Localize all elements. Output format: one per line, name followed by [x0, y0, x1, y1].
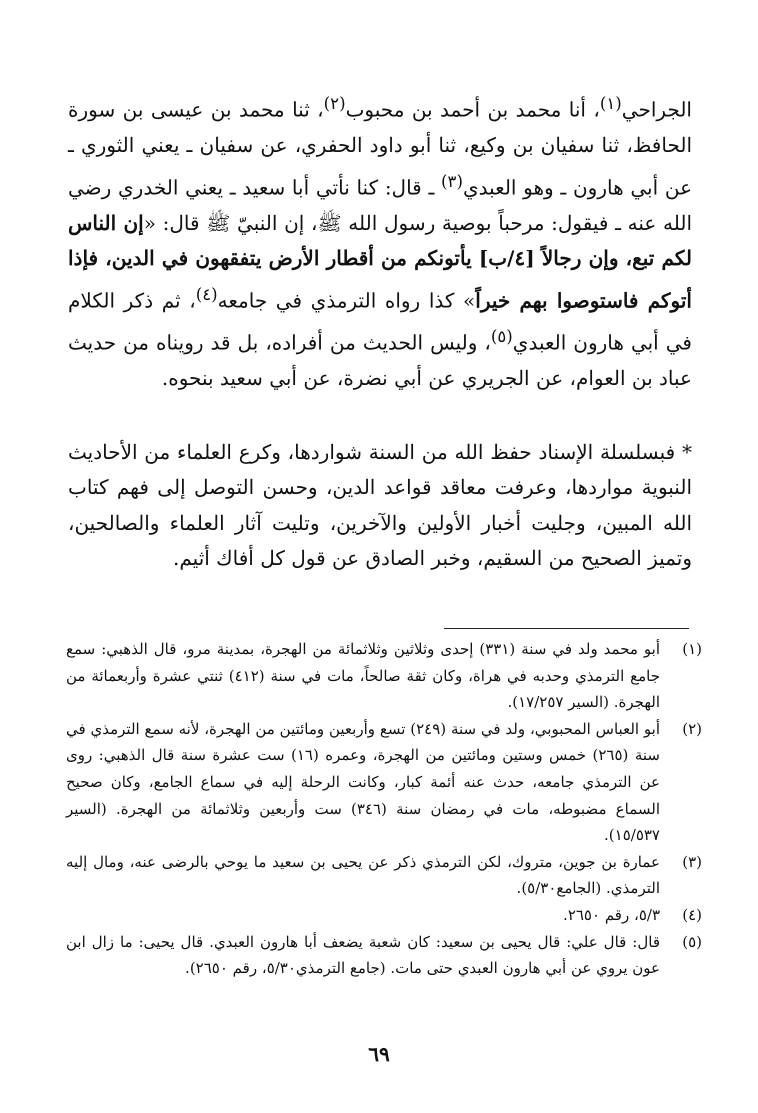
footnote-number: (٣) [682, 852, 702, 871]
footnote-text: قال: قال علي: قال يحيى بن سعيد: كان شعبة يضعف أبا هارون العبدي. قال يحيى: ما زال ابن عون يروي عن أبي هارون العبدي حتى مات. (جامع الترمذي٥/٣٠، رقم ٢٦٥٠). [66, 932, 660, 978]
text-span: ، أنا محمد بن أحمد بن محبوب [345, 97, 600, 122]
page-number: ٦٩ [368, 1042, 390, 1066]
footnotes [66, 636, 702, 982]
text-span: » كذا رواه الترمذي في جامعه [217, 288, 476, 313]
footnote-ref-1: (١) [599, 94, 622, 113]
footnote-number: (١) [682, 640, 702, 658]
paragraph-1 [68, 86, 692, 397]
text-span: ـ قال: كنا نأتي أبا سعيد ـ يعني الخدري رضي الله عنه ـ فيقول: مرحباً بوصية رسول الله ﷺ، إن النبيّ ﷺ قال: « [68, 175, 692, 235]
text-span: الجراحي [621, 97, 692, 122]
text-span: ، ثنا محمد بن عيسى بن سورة الحافظ، ثنا سفيان بن وكيع، ثنا أبو داود الحفري، عن سفيان ـ يعني الثوري ـ عن أبي هارون ـ وهو العبدي [68, 97, 692, 200]
footnote-5 [66, 929, 702, 982]
footnote-number: (٥) [682, 932, 702, 951]
footnote-text: عمارة بن جوين، متروك، لكن الترمذي ذكر عن يحيى بن سعيد ما يوحي بالرضى عنه، ومال إليه الترمذي. (الجامع٥/٣٠). [66, 852, 660, 898]
footnote-2 [66, 716, 702, 849]
footnote-ref-4: (٤) [195, 284, 218, 304]
footnote-1 [66, 636, 702, 716]
footnote-4 [66, 902, 702, 929]
footnote-separator [444, 628, 689, 629]
footnote-ref-5: (٥) [490, 326, 513, 346]
footnote-ref-3: (٣) [441, 171, 463, 191]
main-text [68, 86, 692, 577]
footnote-ref-2: (٢) [323, 94, 346, 113]
footnote-text: أبو العباس المحبوبي، ولد في سنة (٢٤٩) تسع وأربعين ومائتين من الهجرة، لأنه سمع الترمذي في سنة (٢٦٥) خمس وستين ومائتين من الهجرة، وعمره (١٦) ست عشرة سنة قال الذهبي: روى عن الترمذي جامعه، حدث عنه أئمة كبار، وكانت الرحلة إليه في سماع الجامع، وكان صحيح السماع مضبوطه، مات في رمضان سنة (٣٤٦) ست وأربعين وثلاثمائة من الهجرة. (السير ١٥/٥٣٧). [66, 719, 660, 845]
text-span: ، ثم ذكر الكلام في أبي هارون العبدي [68, 288, 692, 355]
paragraph-2: * فبسلسلة الإسناد حفظ الله من السنة شواردها، وكرع العلماء من الأحاديث النبوية مواردها، وعرفت معاقد قواعد الدين، وحسن التوصل إلى فهم كتاب الله المبين، وجليت أخبار الأولين والآخرين، وتليت آثار العلماء والصالحين، وتميز الصحيح من السقيم، وخبر الصادق عن قول كل أفاك أثيم. [68, 439, 692, 571]
footnote-text: ٥/٣، رقم ٢٦٥٠. [563, 905, 660, 924]
footnote-3 [66, 849, 702, 902]
footnote-text: أبو محمد ولد في سنة (٣٣١) إحدى وثلاثين وثلاثمائة من الهجرة، بمدينة مرو، قال الذهبي: سمع جامع الترمذي وحدبه في هراة، وكان ثقة صالحاً، مات في سنة (٤١٢) ثنتي عشرة وأربعمائة من الهجرة. (السير ١٧/٢٥٧). [66, 640, 661, 712]
footnote-number: (٤) [682, 905, 702, 924]
footnote-number: (٢) [682, 719, 702, 738]
text-span: ، وليس الحديث من أفراده، بل قد رويناه من حديث عباد بن العوام، عن الجريري عن أبي نضرة، عن أبي سعيد بنحوه. [68, 330, 692, 391]
hadith-text: إن الناس لكم تبع، وإن رجالاً [٤/ب] يأتونكم من أقطار الأرض يتفقهون في الدين، فإذا أتوكم فاستوصوا بهم خيراً [68, 210, 693, 313]
